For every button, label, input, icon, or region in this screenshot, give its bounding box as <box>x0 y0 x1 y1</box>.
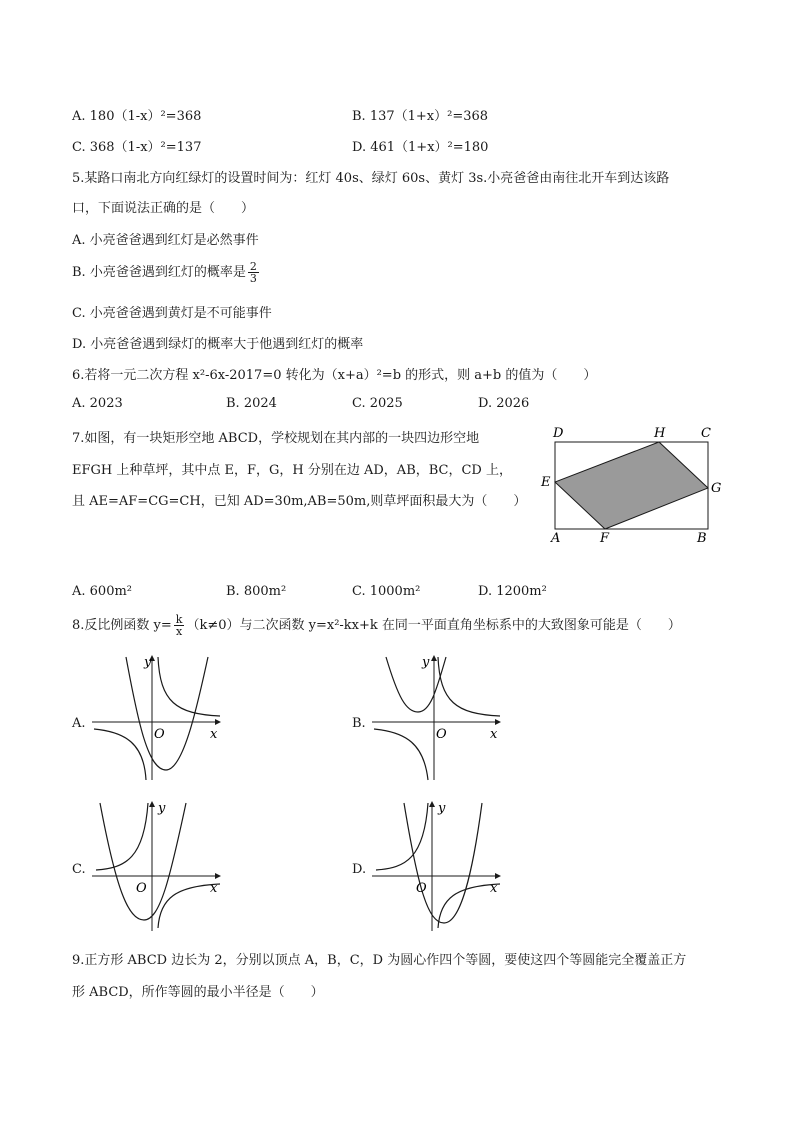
y-axis-label: y <box>158 801 166 816</box>
hyperbola-branch-2 <box>94 729 146 780</box>
q8-option-a-label: A. <box>72 716 86 731</box>
q7-option-a: A. 600m² <box>72 584 133 599</box>
q8-stem <box>72 614 681 637</box>
q8-option-c-label: C. <box>72 862 86 877</box>
q7-rectangle-figure <box>535 422 735 547</box>
label-c: C <box>701 426 711 441</box>
origin-label: O <box>416 881 427 896</box>
q4-option-a: A. 180（1-x）²=368 <box>72 109 202 124</box>
label-a: A <box>551 531 561 546</box>
q7-stem-line1: 7.如图，有一块矩形空地 ABCD，学校规划在其内部的一块四边形空地 <box>72 431 480 446</box>
q5-option-b <box>72 261 261 284</box>
x-axis-label: x <box>490 727 498 742</box>
origin-label: O <box>436 727 447 742</box>
fraction-numerator: k <box>175 613 183 626</box>
q5-option-c: C. 小亮爸爸遇到黄灯是不可能事件 <box>72 306 272 321</box>
q8-graph-c <box>86 798 236 933</box>
x-axis-label: x <box>490 881 498 896</box>
q6-stem: 6.若将一元二次方程 x²-6x-2017=0 转化为（x+a）²=b 的形式，则 a+b 的值为（ ） <box>72 368 597 383</box>
q8-fraction <box>174 614 185 637</box>
q8-stem-suffix: （k≠0）与二次函数 y=x²-kx+k 在同一平面直角坐标系中的大致图象可能是（ ） <box>186 618 681 633</box>
x-axis-label: x <box>210 881 218 896</box>
q4-option-c: C. 368（1-x）²=137 <box>72 140 202 155</box>
hyperbola-branch-1 <box>376 803 428 870</box>
q4-option-b: B. 137（1+x）²=368 <box>352 109 489 124</box>
q8-option-d-label: D. <box>352 862 367 877</box>
q7-stem-line2: EFGH 上种草坪，其中点 E，F，G，H 分别在边 AD，AB，BC，CD 上， <box>72 463 512 478</box>
origin-label: O <box>154 727 165 742</box>
fraction-denominator: 3 <box>249 272 257 285</box>
q5-stem-line1: 5.某路口南北方向红绿灯的设置时间为：红灯 40s、绿灯 60s、黄灯 3s.小亮爸爸由南往北开车到达该路 <box>72 171 670 186</box>
parabola <box>100 803 186 920</box>
q5-option-a: A. 小亮爸爸遇到红灯是必然事件 <box>72 233 259 248</box>
q6-option-b: B. 2024 <box>226 396 277 411</box>
y-axis-label: y <box>422 655 430 670</box>
q7-option-d: D. 1200m² <box>478 584 547 599</box>
y-axis-label: y <box>438 801 446 816</box>
q8-graph-a <box>86 652 236 782</box>
quadrilateral-efgh <box>555 442 708 529</box>
hyperbola-branch-1 <box>158 657 220 716</box>
fraction-numerator: 2 <box>249 260 257 273</box>
q5-option-b-fraction <box>248 261 259 284</box>
q8-stem-prefix: 8.反比例函数 y= <box>72 618 172 633</box>
label-b: B <box>697 531 707 546</box>
q8-option-b-label: B. <box>352 716 366 731</box>
q4-option-d: D. 461（1+x）²=180 <box>352 140 489 155</box>
label-d: D <box>553 426 564 441</box>
q5-option-b-text: B. 小亮爸爸遇到红灯的概率是 <box>72 265 246 280</box>
label-g: G <box>711 481 722 496</box>
q7-option-c: C. 1000m² <box>352 584 421 599</box>
q6-option-c: C. 2025 <box>352 396 403 411</box>
q9-stem-line2: 形 ABCD，所作等圆的最小半径是（ ） <box>72 985 324 1000</box>
q5-option-d: D. 小亮爸爸遇到绿灯的概率大于他遇到红灯的概率 <box>72 337 364 352</box>
q8-graph-b <box>366 652 516 782</box>
parabola <box>404 803 482 923</box>
hyperbola-branch-1 <box>438 657 500 716</box>
q9-stem-line1: 9.正方形 ABCD 边长为 2，分别以顶点 A，B，C，D 为圆心作四个等圆，要使这四个等圆能完全覆盖正方 <box>72 953 687 968</box>
origin-label: O <box>136 881 147 896</box>
y-axis-label: y <box>144 655 152 670</box>
q8-graph-d <box>366 798 516 933</box>
q6-option-d: D. 2026 <box>478 396 530 411</box>
fraction-denominator: x <box>176 625 183 638</box>
hyperbola-branch-1 <box>96 803 148 870</box>
label-e: E <box>541 475 551 490</box>
q7-stem-line3: 且 AE=AF=CG=CH，已知 AD=30m,AB=50m,则草坪面积最大为（ ） <box>72 494 527 509</box>
q5-stem-line2: 口，下面说法正确的是（ ） <box>72 201 255 216</box>
label-f: F <box>600 531 610 546</box>
x-axis-label: x <box>210 727 218 742</box>
q6-option-a: A. 2023 <box>72 396 123 411</box>
label-h: H <box>654 426 666 441</box>
hyperbola-branch-2 <box>374 729 428 780</box>
q7-option-b: B. 800m² <box>226 584 287 599</box>
parabola <box>386 657 446 712</box>
